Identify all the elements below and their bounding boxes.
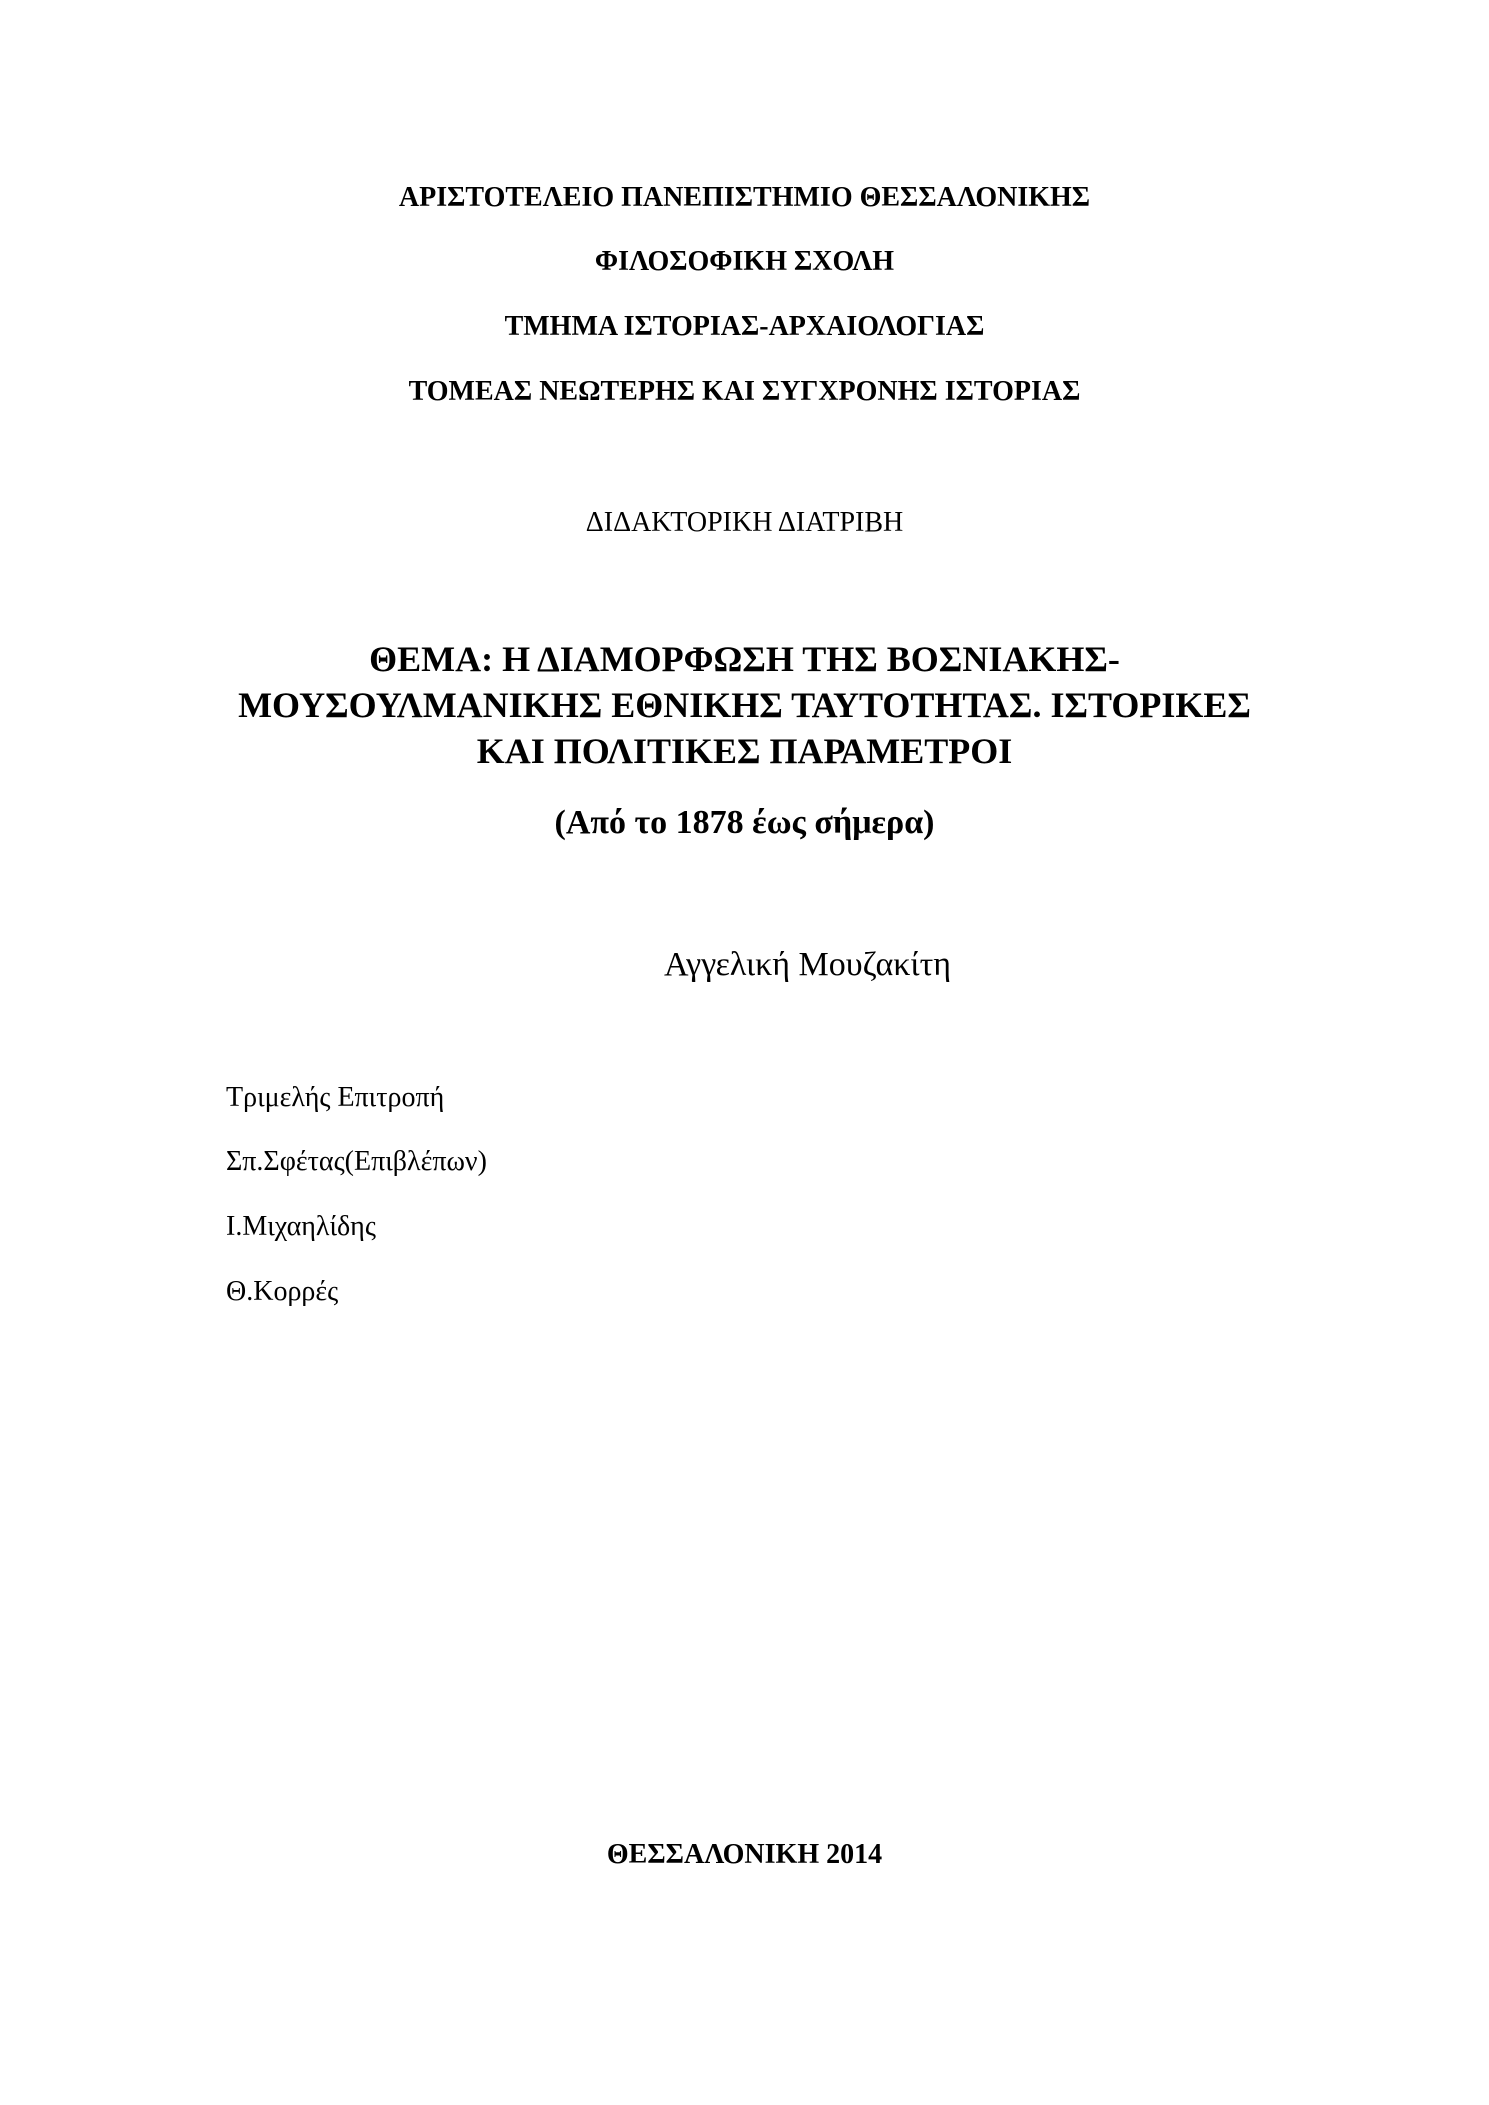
- document-type: ΔΙΔΑΚΤΟΡΙΚΗ ΔΙΑΤΡΙΒΗ: [585, 507, 904, 538]
- school-name: ΦΙΛΟΣΟΦΙΚΗ ΣΧΟΛΗ: [594, 246, 895, 277]
- thesis-title-line-2: ΜΟΥΣΟΥΛΜΑΝΙΚΗΣ ΕΘΝΙΚΗΣ ΤΑΥΤΟΤΗΤΑΣ. ΙΣΤΟΡΙΚΕΣ: [238, 685, 1251, 725]
- committee-member-supervisor: Σπ.Σφέτας(Επιβλέπων): [226, 1146, 487, 1177]
- author-name: Αγγελική Μουζακίτη: [663, 946, 952, 983]
- thesis-title-line-3: ΚΑΙ ΠΟΛΙΤΙΚΕΣ ΠΑΡΑΜΕΤΡΟΙ: [476, 731, 1013, 771]
- university-name: ΑΡΙΣΤΟΤΕΛΕΙΟ ΠΑΝΕΠΙΣΤΗΜΙΟ ΘΕΣΣΑΛΟΝΙΚΗΣ: [398, 182, 1091, 213]
- committee-member: Θ.Κορρές: [226, 1276, 339, 1307]
- thesis-subtitle: (Από το 1878 έως σήμερα): [554, 804, 935, 841]
- committee-heading: Τριμελής Επιτροπή: [226, 1082, 445, 1113]
- thesis-title-line-1: ΘΕΜΑ: Η ΔΙΑΜΟΡΦΩΣΗ ΤΗΣ ΒΟΣΝΙΑΚΗΣ-: [369, 639, 1120, 679]
- place-and-year: ΘΕΣΣΑΛΟΝΙΚΗ 2014: [606, 1839, 883, 1870]
- committee-member: Ι.Μιχαηλίδης: [226, 1211, 376, 1242]
- section-name: ΤΟΜΕΑΣ ΝΕΩΤΕΡΗΣ ΚΑΙ ΣΥΓΧΡΟΝΗΣ ΙΣΤΟΡΙΑΣ: [408, 376, 1081, 407]
- department-name: ΤΜΗΜΑ ΙΣΤΟΡΙΑΣ-ΑΡΧΑΙΟΛΟΓΙΑΣ: [504, 311, 985, 342]
